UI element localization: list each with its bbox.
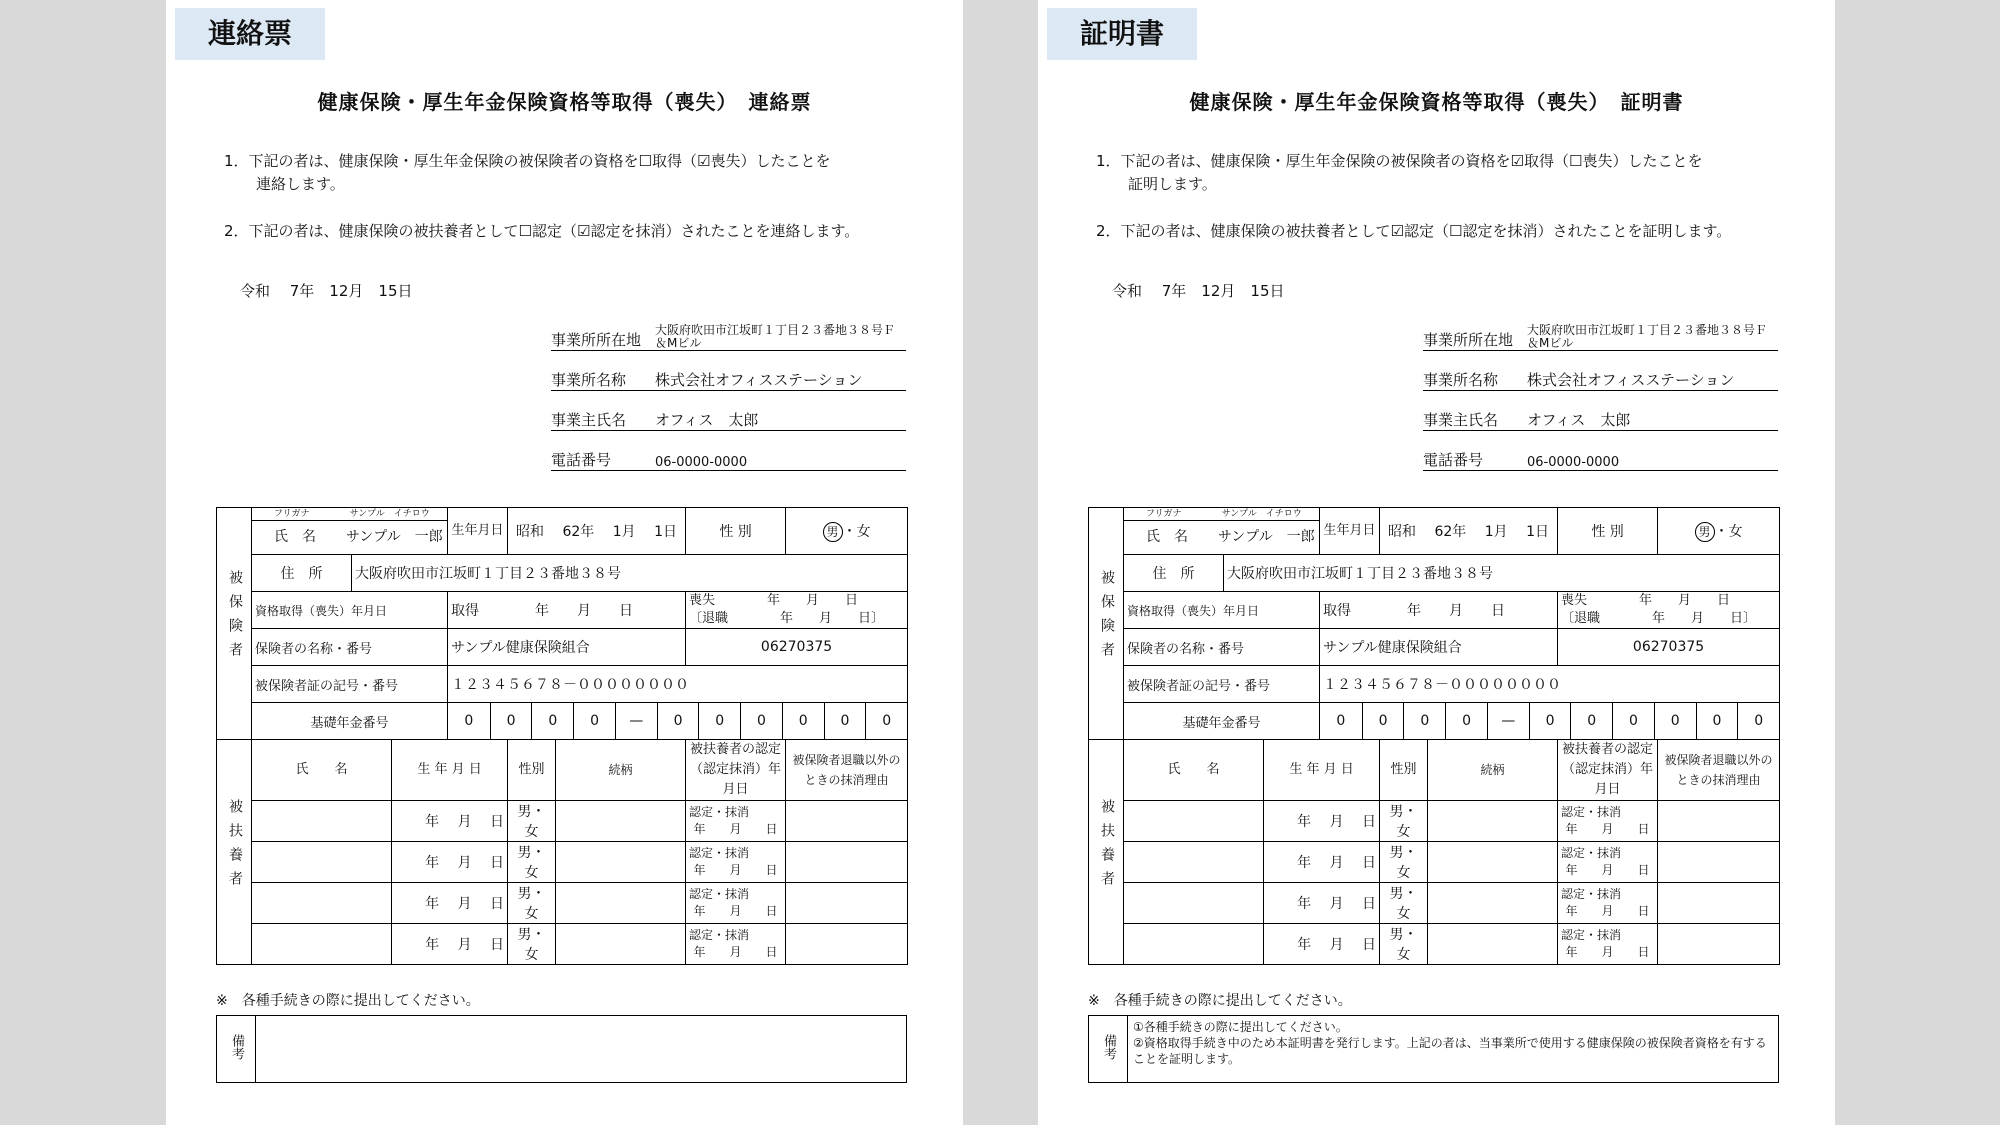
insured-person-table <box>216 507 908 965</box>
insurer-label: 保険者の名称・番号 <box>252 629 448 666</box>
address-label: 住 所 <box>252 555 352 592</box>
remarks-label: 備考 <box>217 1016 256 1083</box>
dep-col-cert: 被扶養者の認定（認定抹消）年月日 <box>686 740 786 801</box>
dependent-row: 年 月 日 男・女 認定・抹消 年 月 日 <box>1089 801 1780 842</box>
insurer-label: 保険者の名称・番号 <box>1124 629 1320 666</box>
office-address-label: 事業所所在地 <box>551 331 642 349</box>
pension-digit: 0 <box>1612 703 1654 739</box>
acquire-date: 取得 年 月 日 <box>448 592 686 629</box>
document-page-renrakuhyo <box>166 0 963 1125</box>
card-label: 被保険者証の記号・番号 <box>1124 666 1320 703</box>
sex-value: 男 ・女 <box>1658 508 1780 555</box>
pension-number <box>1320 703 1780 740</box>
dep-col-name: 氏 名 <box>1124 740 1264 801</box>
office-name-value: 株式会社オフィスステーション <box>1527 371 1735 389</box>
address-label: 住 所 <box>1124 555 1224 592</box>
office-address-row <box>551 323 906 351</box>
paragraph-2: 2．下記の者は、健康保険の被扶養者として☑認定（☐認定を抹消）されたことを証明します。 <box>1096 222 1732 240</box>
remarks-content <box>256 1016 907 1083</box>
page-tag: 連絡票 <box>175 8 325 60</box>
pension-digit: 0 <box>1570 703 1612 739</box>
phone-row <box>551 448 906 471</box>
paragraph-2: 2．下記の者は、健康保険の被扶養者として☐認定（☑認定を抹消）されたことを連絡します。 <box>224 222 860 240</box>
sex-label: 性 別 <box>1558 508 1658 555</box>
paragraph-1 <box>224 150 830 196</box>
dep-col-dob: 生 年 月 日 <box>392 740 508 801</box>
pension-digit: — <box>1487 703 1529 739</box>
pension-digit: 0 <box>1654 703 1696 739</box>
name-value: サンプル 一郎 <box>346 529 443 545</box>
pension-digit: 0 <box>657 703 699 739</box>
phone-label: 電話番号 <box>551 451 612 469</box>
dep-col-relation: 続柄 <box>556 740 686 801</box>
office-name-row <box>1423 368 1778 391</box>
pension-digit: — <box>615 703 657 739</box>
dependent-row: 年 月 日 男・女 認定・抹消 年 月 日 <box>217 842 908 883</box>
pension-digit: 0 <box>782 703 824 739</box>
pension-digit: 0 <box>740 703 782 739</box>
dep-col-sex: 性別 <box>1380 740 1428 801</box>
name-value: サンプル 一郎 <box>1218 529 1315 545</box>
office-address-value: 大阪府吹田市江坂町１丁目２３番地３８号Ｆ＆Mビル <box>1527 323 1768 350</box>
employer-value: オフィス 太郎 <box>655 411 759 429</box>
employer-value: オフィス 太郎 <box>1527 411 1631 429</box>
sex-label: 性 別 <box>686 508 786 555</box>
dob-value: 昭和 62年 1月 1日 <box>1380 508 1558 555</box>
dependent-row: 年 月 日 男・女 認定・抹消 年 月 日 <box>217 924 908 965</box>
insurer-name: サンプル健康保険組合 <box>1320 629 1558 666</box>
employer-row <box>1423 408 1778 431</box>
document-page-shomeisho <box>1038 0 1835 1125</box>
paragraph-1 <box>1096 150 1702 196</box>
loss-date: 喪失 年 月 日 〔退職 年 月 日〕 <box>686 592 908 629</box>
paragraph-1-line-2: 連絡します。 <box>256 175 345 193</box>
card-label: 被保険者証の記号・番号 <box>252 666 448 703</box>
pension-digit: 0 <box>1737 703 1779 739</box>
pension-digit: 0 <box>1529 703 1571 739</box>
remarks-box <box>1088 1015 1779 1083</box>
page-tag: 証明書 <box>1047 8 1197 60</box>
paragraph-1-line-2: 証明します。 <box>1128 175 1217 193</box>
pension-digit: 0 <box>1336 713 1346 729</box>
address-value: 大阪府吹田市江坂町１丁目２３番地３８号 <box>352 555 908 592</box>
name-cell: フリガナ サンプル イチロウ 氏 名 サンプル 一郎 <box>1124 508 1320 555</box>
card-value: １２３４５６７８－００００００００ <box>448 666 908 703</box>
pension-digit: 0 <box>1362 703 1404 739</box>
acquire-date: 取得 年 月 日 <box>1320 592 1558 629</box>
qualification-label: 資格取得（喪失）年月日 <box>1124 592 1320 629</box>
dependent-row: 年 月 日 男・女 認定・抹消 年 月 日 <box>1089 883 1780 924</box>
pension-number <box>448 703 908 740</box>
office-address-row <box>1423 323 1778 351</box>
sex-value: 男 ・女 <box>786 508 908 555</box>
pension-digit: 0 <box>824 703 866 739</box>
card-value: １２３４５６７８－００００００００ <box>1320 666 1780 703</box>
submission-note: ※ 各種手続きの際に提出してください。 <box>216 993 480 1009</box>
phone-label: 電話番号 <box>1423 451 1484 469</box>
dependent-vertical-label: 被扶養者 <box>1089 740 1124 965</box>
pension-digit: 0 <box>1696 703 1738 739</box>
insured-vertical-label: 被保険者 <box>217 508 252 740</box>
issue-date: 令和 7年 12月 15日 <box>240 282 413 300</box>
dependent-vertical-label: 被扶養者 <box>217 740 252 965</box>
insurer-name: サンプル健康保険組合 <box>448 629 686 666</box>
office-address-label: 事業所所在地 <box>1423 331 1514 349</box>
employer-label: 事業主氏名 <box>551 411 627 429</box>
dependent-row: 年 月 日 男・女 認定・抹消 年 月 日 <box>217 883 908 924</box>
dob-label: 生年月日 <box>1320 508 1380 555</box>
office-name-row <box>551 368 906 391</box>
insured-vertical-label: 被保険者 <box>1089 508 1124 740</box>
pension-digit: 0 <box>1445 703 1487 739</box>
dependent-row: 年 月 日 男・女 認定・抹消 年 月 日 <box>1089 842 1780 883</box>
pension-digit: 0 <box>1403 703 1445 739</box>
insured-person-table <box>1088 507 1780 965</box>
dependent-row: 年 月 日 男・女 認定・抹消 年 月 日 <box>1089 924 1780 965</box>
office-name-label: 事業所名称 <box>1423 371 1499 389</box>
dep-col-reason: 被保険者退職以外のときの抹消理由 <box>786 740 908 801</box>
dep-col-dob: 生 年 月 日 <box>1264 740 1380 801</box>
pension-label: 基礎年金番号 <box>252 703 448 740</box>
office-address-value: 大阪府吹田市江坂町１丁目２３番地３８号Ｆ＆Mビル <box>655 323 896 350</box>
pension-digit: 0 <box>464 713 474 729</box>
employer-label: 事業主氏名 <box>1423 411 1499 429</box>
office-name-label: 事業所名称 <box>551 371 627 389</box>
dob-label: 生年月日 <box>448 508 508 555</box>
pension-digit: 0 <box>865 703 907 739</box>
paragraph-1-line-1: 1．下記の者は、健康保険・厚生年金保険の被保険者の資格を☑取得（☐喪失）したことを <box>1096 152 1703 170</box>
pension-digit: 0 <box>490 703 532 739</box>
dep-col-sex: 性別 <box>508 740 556 801</box>
pension-digit: 0 <box>698 703 740 739</box>
remarks-content: ①各種手続きの際に提出してください。 ②資格取得手続き中のため本証明書を発行します。上記の者は、当事業所で使用する健康保険の被保険者資格を有することを証明します。 <box>1128 1016 1779 1083</box>
address-value: 大阪府吹田市江坂町１丁目２３番地３８号 <box>1224 555 1780 592</box>
remarks-box <box>216 1015 907 1083</box>
dep-col-reason: 被保険者退職以外のときの抹消理由 <box>1658 740 1780 801</box>
dep-col-name: 氏 名 <box>252 740 392 801</box>
pension-digit: 0 <box>531 703 573 739</box>
insurer-number: 06270375 <box>686 629 908 666</box>
submission-note: ※ 各種手続きの際に提出してください。 <box>1088 993 1352 1009</box>
dob-value: 昭和 62年 1月 1日 <box>508 508 686 555</box>
loss-date: 喪失 年 月 日 〔退職 年 月 日〕 <box>1558 592 1780 629</box>
pension-digit: 0 <box>573 703 615 739</box>
name-cell: フリガナ サンプル イチロウ 氏 名 サンプル 一郎 <box>252 508 448 555</box>
document-title: 健康保険・厚生年金保険資格等取得（喪失） 連絡票 <box>317 90 812 114</box>
phone-value: 06-0000-0000 <box>1527 455 1620 470</box>
remarks-label: 備考 <box>1089 1016 1128 1083</box>
issue-date: 令和 7年 12月 15日 <box>1112 282 1285 300</box>
dep-col-relation: 続柄 <box>1428 740 1558 801</box>
dependent-row: 年 月 日 男・女 認定・抹消 年 月 日 <box>217 801 908 842</box>
paragraph-1-line-1: 1．下記の者は、健康保険・厚生年金保険の被保険者の資格を☐取得（☑喪失）したことを <box>224 152 831 170</box>
phone-value: 06-0000-0000 <box>655 455 748 470</box>
dep-col-cert: 被扶養者の認定（認定抹消）年月日 <box>1558 740 1658 801</box>
phone-row <box>1423 448 1778 471</box>
office-name-value: 株式会社オフィスステーション <box>655 371 863 389</box>
employer-row <box>551 408 906 431</box>
qualification-label: 資格取得（喪失）年月日 <box>252 592 448 629</box>
pension-label: 基礎年金番号 <box>1124 703 1320 740</box>
document-title: 健康保険・厚生年金保険資格等取得（喪失） 証明書 <box>1189 90 1684 114</box>
insurer-number: 06270375 <box>1558 629 1780 666</box>
